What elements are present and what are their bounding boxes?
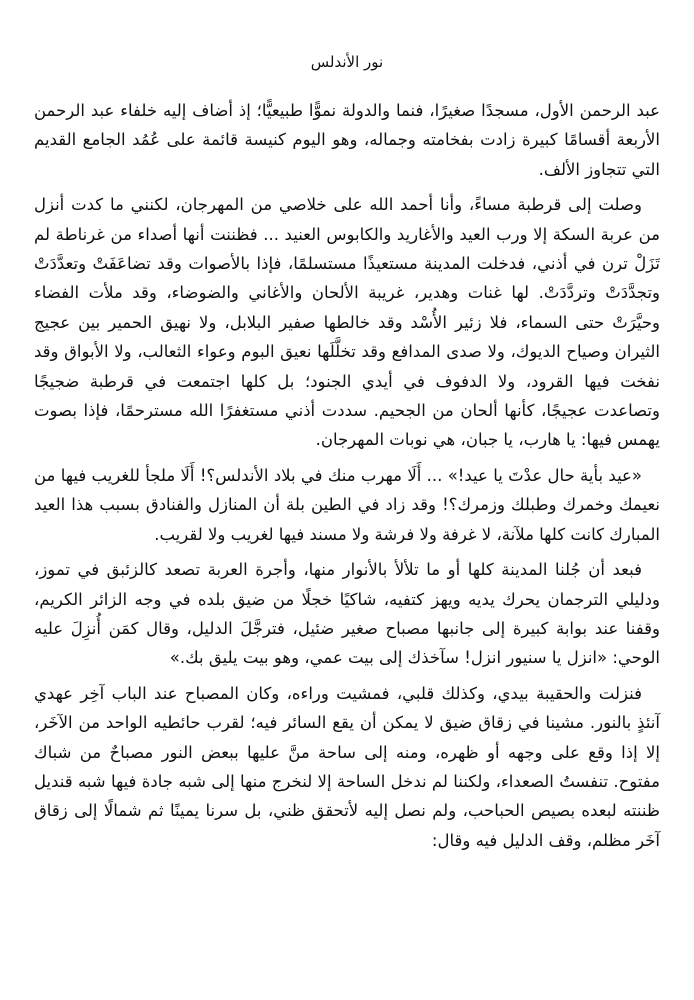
paragraph-dark-alley: فنزلت والحقيبة بيدي، وكذلك قلبي، فمشيت وراءه، وكان المصباح عند الباب آخِر عهدي آنئذٍ بالنور. مشينا في زقاق ضيق لا يمكن أن يقع السائر فيه؛ لقرب حائطيه الواحد من الآخَر، إلا إذا وقع على وجهه أو ظهره، ومنه إلى ساحة منَّ عليها ببعض النور مصباحٌ من شباك مفتوح. تنفستُ الصعداء، ولكننا لم ندخل الساحة إلا لنخرج منها إلى شبه جادة فيها شبه قنديل ظننته لبعده بصيص الحباحب، ولم نصل إليه لأتحقق ظني، بل سرنا يمينًا ثم شمالًا إلى زقاق آخَر مظلم، وقف الدليل فيه وقال: — [34, 683, 660, 850]
paragraph-eid-lament: «عيد بأية حال عدْتَ يا عيد!» ... أَلَا مهرب منك في بلاد الأندلس؟! أَلَا ملجأ للغريب فيها من نعيمك وخمرك وطبلك وزمرك؟! وقد زاد في الطين بلة أن المنازل والفنادق بسبب هذا العيد المبارك كانت كلها ملآنة، لا غرفة ولا فرشة ولا مسند فيها لغريب ولا لقريب. — [34, 465, 660, 544]
paragraph-continuation: عبد الرحمن الأول، مسجدًا صغيرًا، فنما والدولة نموًّا طبيعيًّا؛ إذ أضاف إليه خلفاء عبد الرحمن الأربعة أقسامًا كبيرة زادت بفخامته وجماله، وهو اليوم كنيسة قائمة على عُمُد الجامع القديم التي تتجاوز الألف. — [34, 101, 660, 179]
body-text — [34, 96, 660, 861]
paragraph-guide-search: فبعد أن جُلنا المدينة كلها أو ما تلألأ بالأنوار منها، وأجرة العربة تصعد كالزئبق في تموز، ودليلي الترجمان يحرك يديه ويهز كتفيه، شاكيًا خجلًا من ضيق بلده في وجه الزائر الكريم، وقفنا عند بوابة كبيرة إلى جانبها مصباح صغير ضئيل، فترجَّلَ الدليل، وقال كمَن أُنزِلَ عليه الوحي: «انزل يا سنيور انزل! سآخذك إلى بيت عمي، وهو بيت يليق بك.» — [34, 560, 660, 668]
running-header-title: نور الأندلس — [310, 53, 384, 71]
paragraph-arrival-cordoba: وصلت إلى قرطبة مساءً، وأنا أحمد الله على خلاصي من المهرجان، لكنني ما كدت أنزل من عربة السكة إلا ورب العيد والأغاريد والكابوس العنيد ... فظننت أنها أصداء من غرناطة لم تَزَلْ ترن في أذني، فدخلت المدينة مستعيذًا مستسلمًا، فإذا بالأصوات وقد تضاعَفَتْ وتعدَّدَتْ وتجدَّدَتْ وتردَّدَتْ. لها غنات وهدير، غريبة الألحان والأغاني والضوضاء، وقد ملأت الفضاء وحيَّرَتْ حتى السماء، فلا زئير الأُسْد وقد خالطها صفير البلابل، ولا نهيق الحمير بين عجيج الثيران وصياح الديوك، ولا صدى المدافع وقد تخلَّلَها نعيق البوم وعواء الثعالب، ولا الأبواق وقد نفخت فيها القرود، ولا الدفوف في أيدي الجنود؛ بل كلها اجتمعت في قرطبة ضجيجًا وتصاعدت عجيجًا، كأنها ألحان من الجحيم. سددت أذني مستغفرًا الله مسترحمًا، فإذا بصوت يهمس فيها: يا هارب، يا جبان، هي نوبات المهرجان. — [34, 195, 660, 450]
